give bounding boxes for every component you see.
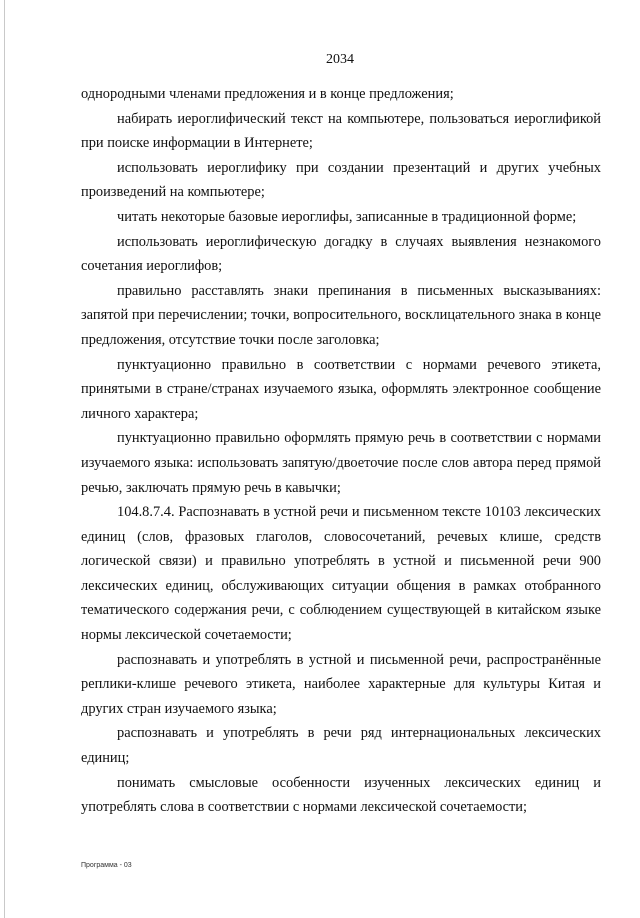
paragraph: использовать иероглифику при создании презентаций и других учебных произведений на компьютере; (81, 159, 601, 201)
paragraph: понимать смысловые особенности изученных лексических единиц и употреблять слова в соответствии с нормами лексической сочетаемости; (81, 774, 601, 816)
paragraph: распознавать и употреблять в речи ряд интернациональных лексических единиц; (81, 725, 601, 767)
paragraph: 104.8.7.4. Распознавать в устной речи и письменном тексте 10103 лексических единиц (слов, фразовых глаголов, словосочетаний, речевых клише, средств логической связи) и правильно употреблять в устной и письменной речи 900 лексических единиц, обслуживающих ситуации общения в рамках отобранного тематического содержания речи, с соблюдением существующей в китайском языке нормы лексической сочетаемости; (81, 504, 601, 644)
paragraph: однородными членами предложения и в конце предложения; (81, 86, 454, 102)
paragraph: читать некоторые базовые иероглифы, записанные в традиционной форме; (117, 208, 577, 225)
page-number: 2034 (326, 52, 354, 67)
paragraph: правильно расставлять знаки препинания в письменных высказываниях: запятой при перечислении; точки, вопросительного, восклицательного знака в конце предложения, отсутствие точки после заголовка; (81, 282, 601, 348)
paragraph: пунктуационно правильно в соответствии с нормами речевого этикета, принятыми в стране/странах изучаемого языка, оформлять электронное сообщение личного характера; (81, 356, 601, 422)
footer-text: Программа - 03 (81, 862, 132, 869)
paragraph: пунктуационно правильно оформлять прямую речь в соответствии с нормами изучаемого языка: использовать запятую/двоеточие после слов автора перед прямой речью, заключать прямую речь в кавычки; (81, 430, 601, 496)
paragraph: использовать иероглифическую догадку в случаях выявления незнакомого сочетания иероглифов; (81, 233, 601, 275)
paragraph: распознавать и употреблять в устной и письменной речи, распространённые реплики-клише речевого этикета, наиболее характерные для культуры Китая и других стран изучаемого языка; (81, 651, 601, 717)
document-body (81, 82, 601, 820)
paragraph: набирать иероглифический текст на компьютере, пользоваться иероглификой при поиске информации в Интернете; (81, 110, 601, 152)
scan-edge-line (4, 0, 5, 918)
